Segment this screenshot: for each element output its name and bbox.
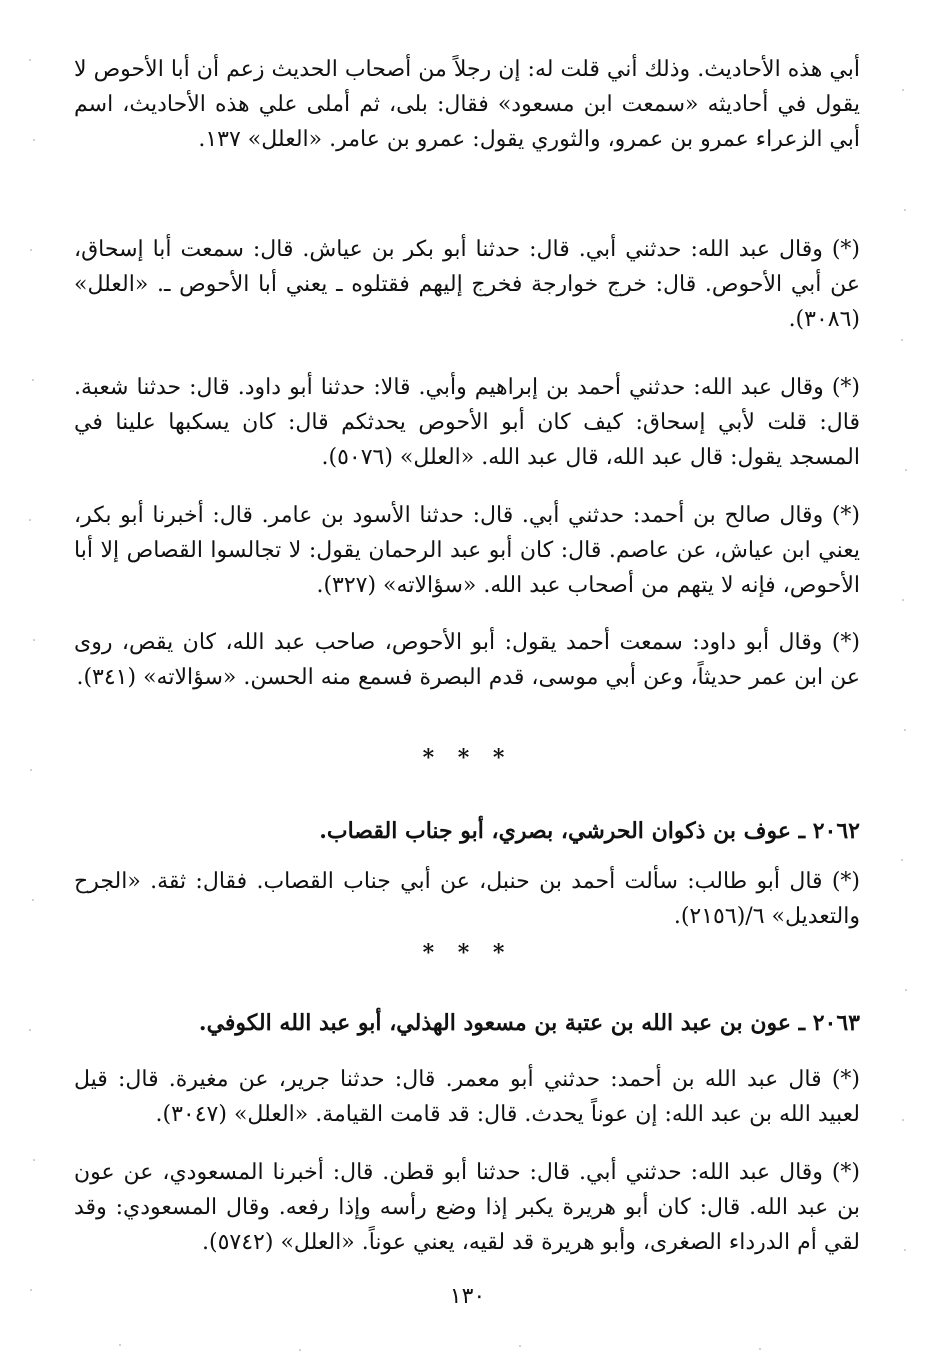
paragraph: (*) وقال عبد الله: حدثني أحمد بن إبراهيم وأبي. قالا: حدثنا أبو داود. قال: حدثنا شعبة. قال: قلت لأبي إسحاق: كيف كان أبو الأحوص يحدثكم قال: كان يسكبها علينا في المسجد يقول: قال عبد الله، قال عبد الله. «العلل» (٥٠٧٦). — [74, 375, 860, 470]
paragraph: (*) وقال صالح بن أحمد: حدثني أبي. قال: حدثنا الأسود بن عامر. قال: أخبرنا أبو بكر، يعني ابن عياش، عن عاصم. قال: كان أبو عبد الرحمان يقول: لا تجالسوا القصاص إلا أبا الأحوص، فإنه لا يتهم من أصحاب عبد الله. «سؤالاته» (٣٢٧). — [74, 503, 860, 598]
paragraph: (*) وقال أبو داود: سمعت أحمد يقول: أبو الأحوص، صاحب عبد الله، كان يقص، روى عن ابن عمر حديثاً، وعن أبي موسى، قدم البصرة فسمع منه الحسن. «سؤالاته» (٣٤١). — [74, 630, 860, 690]
entry-paragraph: (*) وقال عبد الله: حدثني أبي. قال: حدثنا أبو قطن. قال: أخبرنا المسعودي، عن عون بن عبد الله. قال: كان أبو هريرة يكبر إذا وضع رأسه وإذا رفعه. وقال المسعودي: وقد لقي أم الدرداء الصغرى، وأبو هريرة قد لقيه، يعني عوناً. «العلل» (٥٧٤٢). — [74, 1160, 860, 1255]
page-number: ١٣٠ — [449, 1284, 486, 1309]
paragraph: (*) وقال عبد الله: حدثني أبي. قال: حدثنا أبو بكر بن عياش. قال: سمعت أبا إسحاق، عن أبي الأحوص. قال: خرج خوارجة فخرج إليهم فقتلوه ـ يعني أبا الأحوص ـ. «العلل» (٣٠٨٦). — [74, 237, 860, 332]
paragraph: أبي هذه الأحاديث. وذلك أني قلت له: إن رجلاً من أصحاب الحديث زعم أن أبا الأحوص لا يقول في أحاديثه «سمعت ابن مسعود» فقال: بلى، ثم أملى علي هذه الأحاديث، اسم أبي الزعراء عمرو بن عمرو، والثوري يقول: عمرو بن عامر. «العلل» ١٣٧. — [74, 57, 861, 152]
section-separator: * * * — [422, 940, 513, 966]
entry-paragraph: (*) قال عبد الله بن أحمد: حدثني أبو معمر. قال: حدثنا جرير، عن مغيرة. قال: قيل لعبيد الله بن عبد الله: إن عوناً يحدث. قال: قد قامت القيامة. «العلل» (٣٠٤٧). — [74, 1067, 860, 1127]
entry-heading: ٢٠٦٣ ـ عون بن عبد الله بن عتبة بن مسعود الهذلي، أبو عبد الله الكوفي. — [198, 1010, 860, 1037]
entry-paragraph: (*) قال أبو طالب: سألت أحمد بن حنبل، عن أبي جناب القصاب. فقال: ثقة. «الجرح والتعديل» ٦/(٢١٥٦). — [74, 869, 860, 929]
entry-heading: ٢٠٦٢ ـ عوف بن ذكوان الحرشي، بصري، أبو جناب القصاب. — [319, 818, 860, 845]
section-separator: * * * — [422, 745, 513, 771]
